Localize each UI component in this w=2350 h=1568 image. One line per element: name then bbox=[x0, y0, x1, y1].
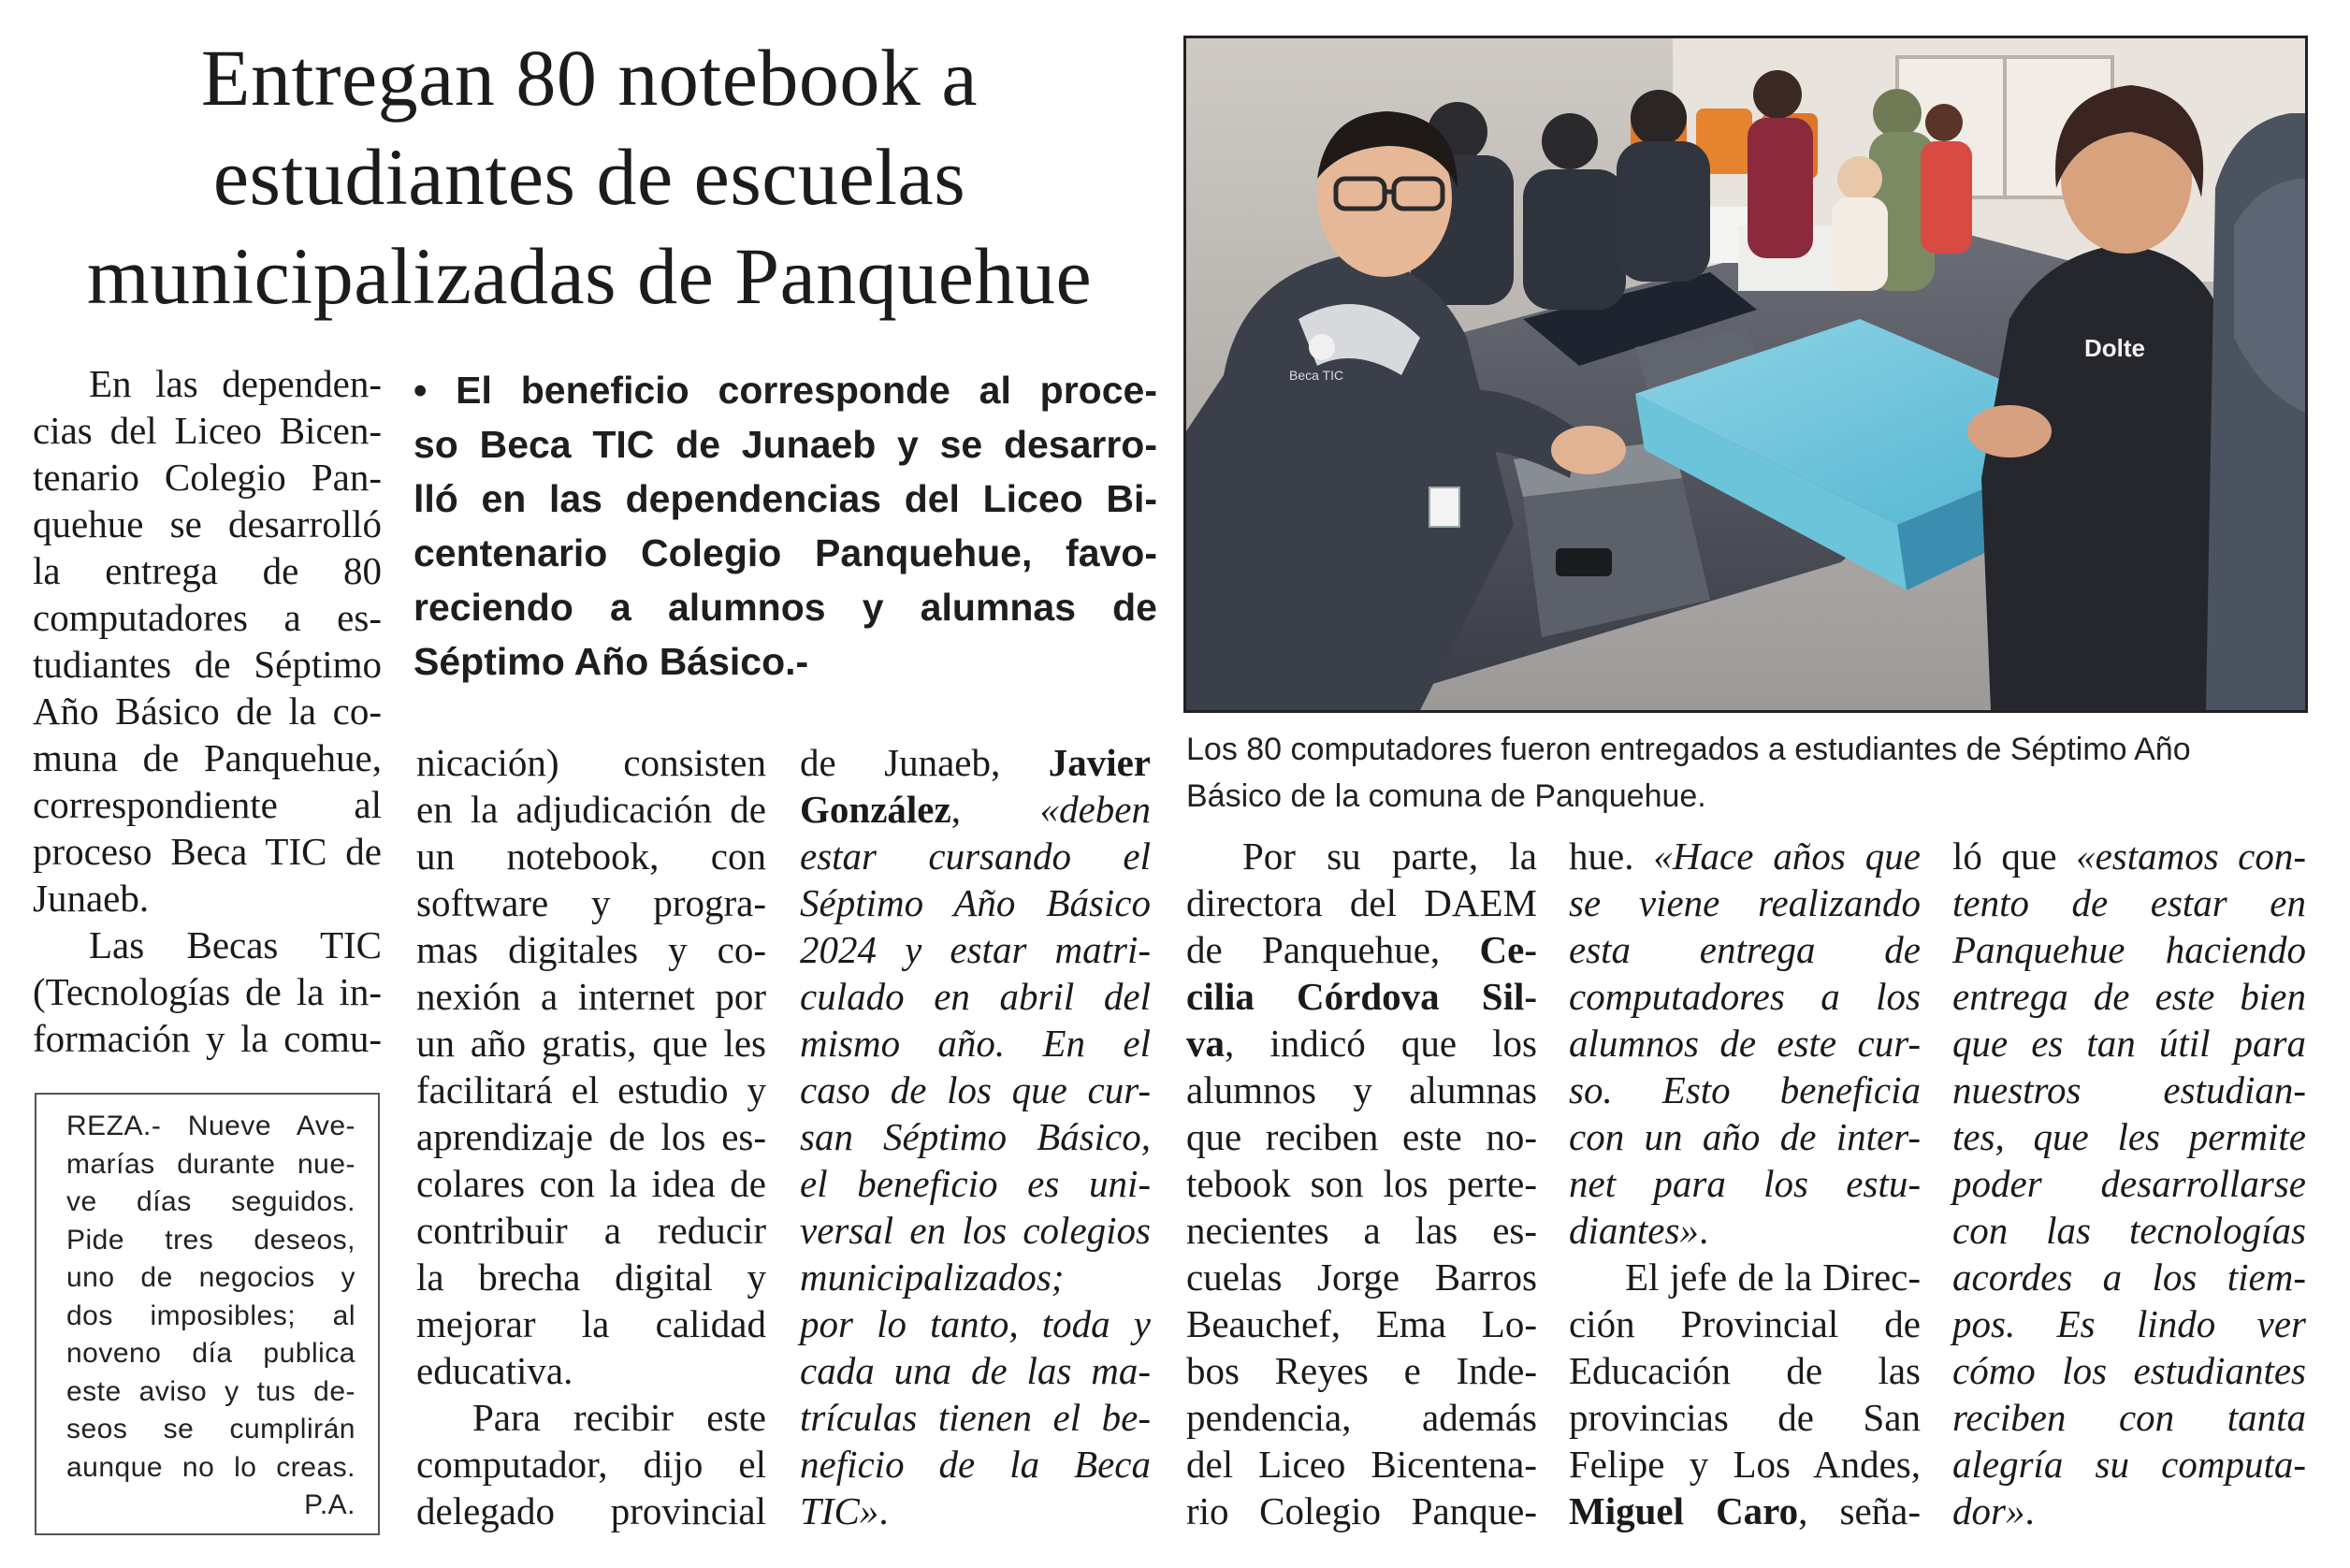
quote-line: cómo los estudiantes bbox=[1952, 1349, 2306, 1392]
text-line: aprendizaje de los es- bbox=[416, 1115, 766, 1158]
quote-line: que es tan útil para bbox=[1952, 1022, 2306, 1065]
text-line: la entrega de 80 bbox=[33, 549, 382, 592]
article-column-6 bbox=[1952, 833, 2306, 1534]
article-column-3 bbox=[800, 739, 1151, 1534]
text-line: alumnos y alumnas bbox=[1186, 1068, 1537, 1111]
reza-notice-box bbox=[35, 1093, 380, 1535]
text-line: software y progra- bbox=[416, 881, 766, 924]
text-line: formación y la comu- bbox=[33, 1017, 382, 1060]
caption-line: Básico de la comuna de Panquehue. bbox=[1186, 778, 1706, 814]
person-name: va bbox=[1186, 1022, 1225, 1065]
text-run: . bbox=[878, 1489, 889, 1532]
jacket-brand-text: Dolte bbox=[2084, 334, 2145, 362]
text-line bbox=[800, 1488, 1151, 1534]
caption-line: Los 80 computadores fueron entregados a estudiantes de Séptimo Año bbox=[1186, 732, 2191, 767]
text-line: correspondiente al bbox=[33, 783, 382, 826]
headline-line: estudiantes de escuelas bbox=[212, 132, 966, 222]
text-line bbox=[1952, 833, 2306, 879]
quote-run: «deben bbox=[1039, 788, 1151, 831]
text-line: muna de Panquehue, bbox=[33, 736, 382, 779]
text-line: bos Reyes e Inde- bbox=[1186, 1349, 1537, 1392]
text-line bbox=[1186, 1020, 1537, 1067]
text-line: En las dependen- bbox=[89, 362, 382, 405]
text-line: educativa. bbox=[416, 1349, 573, 1392]
quote-line: con un año de inter- bbox=[1569, 1115, 1921, 1158]
notice-line: aunque no lo creas. bbox=[66, 1451, 355, 1483]
text-run: , bbox=[950, 788, 1040, 831]
quote-run: «estamos con- bbox=[2076, 835, 2307, 878]
quote-line: versal en los colegios bbox=[800, 1209, 1151, 1252]
text-line: ción Provincial de bbox=[1569, 1302, 1921, 1345]
quote-run: «Hace años que bbox=[1653, 835, 1921, 878]
quote-line: tento de estar en bbox=[1952, 881, 2306, 924]
deck-line: • El beneficio corresponde al proce- bbox=[413, 369, 1157, 412]
quote-line: culado en abril del bbox=[800, 975, 1151, 1018]
notice-line: Pide tres deseos, bbox=[66, 1224, 355, 1256]
deck-line: so Beca TIC de Junaeb y se desarro- bbox=[413, 423, 1157, 466]
quote-run: diantes» bbox=[1569, 1209, 1699, 1252]
notice-line: dos imposibles; al bbox=[66, 1299, 355, 1331]
text-line: cias del Liceo Bicen- bbox=[33, 409, 382, 452]
article-headline bbox=[19, 28, 1160, 326]
text-line: quehue se desarrolló bbox=[33, 502, 382, 545]
text-line bbox=[1569, 1207, 1921, 1254]
text-line: en la adjudicación de bbox=[416, 788, 766, 831]
quote-line: con las tecnologías bbox=[1952, 1209, 2306, 1252]
text-line: Para recibir este bbox=[472, 1396, 766, 1439]
quote-line: reciben con tanta bbox=[1952, 1396, 2306, 1439]
text-line: rio Colegio Panque- bbox=[1186, 1489, 1537, 1532]
quote-line: trículas tienen el be- bbox=[800, 1396, 1151, 1439]
text-line: Felipe y Los Andes, bbox=[1569, 1443, 1921, 1486]
text-line: computadores a es- bbox=[33, 596, 382, 639]
quote-line: so. Esto beneficia bbox=[1569, 1068, 1921, 1111]
quote-line: tes, que les permite bbox=[1952, 1115, 2306, 1158]
quote-line: mismo año. En el bbox=[800, 1022, 1151, 1065]
text-line: El jefe de la Direc- bbox=[1625, 1256, 1921, 1299]
text-line: nexión a internet por bbox=[416, 975, 766, 1018]
text-line: cuelas Jorge Barros bbox=[1186, 1256, 1537, 1299]
text-line bbox=[800, 786, 1151, 833]
text-line: provincias de San bbox=[1569, 1396, 1921, 1439]
text-line bbox=[1186, 926, 1537, 973]
text-line bbox=[800, 739, 1151, 786]
text-line: que reciben este no- bbox=[1186, 1115, 1537, 1158]
text-line: colares con la idea de bbox=[416, 1162, 766, 1205]
photo-caption bbox=[1186, 726, 2328, 820]
text-line: necientes a las es- bbox=[1186, 1209, 1537, 1252]
text-line bbox=[1569, 1488, 1921, 1534]
notice-line: marías durante nue- bbox=[66, 1148, 355, 1180]
deck-line: Séptimo Año Básico.- bbox=[413, 640, 809, 683]
text-line: proceso Beca TIC de bbox=[33, 830, 382, 873]
quote-line: por lo tanto, toda y bbox=[800, 1302, 1151, 1345]
text-line: tenario Colegio Pan- bbox=[33, 456, 382, 499]
quote-line: san Séptimo Básico, bbox=[800, 1115, 1151, 1158]
text-line: Beauchef, Ema Lo- bbox=[1186, 1302, 1537, 1345]
text-line: pendencia, además bbox=[1186, 1396, 1537, 1439]
quote-line: se viene realizando bbox=[1569, 881, 1921, 924]
quote-line: municipalizados; bbox=[800, 1256, 1065, 1299]
text-line: directora del DAEM bbox=[1186, 881, 1537, 924]
text-line: tebook son los perte- bbox=[1186, 1162, 1537, 1205]
text-run: . bbox=[1698, 1209, 1709, 1252]
notice-line: este aviso y tus de- bbox=[66, 1375, 355, 1407]
article-column-5 bbox=[1569, 833, 1921, 1534]
text-line: nicación) consisten bbox=[416, 741, 766, 784]
text-run: . bbox=[2024, 1489, 2035, 1532]
notice-line: noveno día publica bbox=[66, 1338, 355, 1369]
article-deck bbox=[413, 363, 1157, 689]
text-run: hue. bbox=[1569, 835, 1654, 878]
text-line: la brecha digital y bbox=[416, 1256, 766, 1299]
quote-line: poder desarrollarse bbox=[1952, 1162, 2306, 1205]
quote-line: computadores a los bbox=[1569, 975, 1921, 1018]
text-line: tudiantes de Séptimo bbox=[33, 643, 382, 686]
notice-signature: P.A. bbox=[304, 1489, 355, 1520]
text-line: mas digitales y co- bbox=[416, 928, 766, 971]
headline-line: municipalizadas de Panquehue bbox=[86, 231, 1093, 321]
person-name: González bbox=[800, 788, 951, 831]
text-line: mejorar la calidad bbox=[416, 1302, 766, 1345]
deck-line: centenario Colegio Panquehue, favo- bbox=[413, 531, 1157, 574]
text-line: computador, dijo el bbox=[416, 1443, 766, 1486]
quote-line: entrega de este bien bbox=[1952, 975, 2306, 1018]
text-line: Junaeb. bbox=[33, 877, 150, 920]
text-line: un notebook, con bbox=[416, 835, 766, 878]
text-line: Las Becas TIC bbox=[89, 923, 382, 966]
quote-line: alumnos de este cur- bbox=[1569, 1022, 1921, 1065]
quote-line: el beneficio es uni- bbox=[800, 1162, 1151, 1205]
text-line: (Tecnologías de la in- bbox=[33, 970, 382, 1013]
person-name: Miguel Caro bbox=[1569, 1489, 1799, 1532]
text-run: , seña- bbox=[1798, 1489, 1921, 1532]
quote-line: pos. Es lindo ver bbox=[1952, 1302, 2306, 1345]
text-line: Por su parte, la bbox=[1242, 835, 1537, 878]
person-name: Ce- bbox=[1479, 928, 1537, 971]
badge-text: Beca TIC bbox=[1289, 368, 1344, 383]
text-line: del Liceo Bicentena- bbox=[1186, 1443, 1537, 1486]
quote-run: dor» bbox=[1952, 1489, 2025, 1532]
deck-line: lló en las dependencias del Liceo Bi- bbox=[413, 477, 1157, 520]
quote-line: Séptimo Año Básico bbox=[800, 881, 1151, 924]
quote-line: Panquehue haciendo bbox=[1952, 928, 2306, 971]
quote-line: alegría su computa- bbox=[1952, 1443, 2306, 1486]
quote-line: net para los estu- bbox=[1569, 1162, 1921, 1205]
notice-line: ve días seguidos. bbox=[66, 1186, 355, 1217]
text-line bbox=[1569, 833, 1921, 879]
notice-line: seos se cumplirán bbox=[66, 1414, 355, 1445]
article-column-2 bbox=[416, 739, 766, 1534]
text-line: Educación de las bbox=[1569, 1349, 1921, 1392]
text-line: facilitará el estudio y bbox=[416, 1068, 766, 1111]
quote-line: nuestros estudian- bbox=[1952, 1068, 2306, 1111]
headline-line: Entregan 80 notebook a bbox=[200, 33, 979, 123]
text-line: Año Básico de la co- bbox=[33, 690, 382, 733]
article-column-1 bbox=[33, 360, 382, 1062]
quote-run: TIC» bbox=[800, 1489, 879, 1532]
notice-line: uno de negocios y bbox=[66, 1262, 355, 1293]
article-column-4 bbox=[1186, 833, 1537, 1534]
quote-line: cada una de las ma- bbox=[800, 1349, 1151, 1392]
text-run: de Panquehue, bbox=[1186, 928, 1480, 971]
photo-scene bbox=[1186, 38, 2305, 710]
quote-line: 2024 y estar matri- bbox=[800, 928, 1151, 971]
deck-line: reciendo a alumnos y alumnas de bbox=[413, 586, 1157, 629]
quote-line: estar cursando el bbox=[800, 835, 1151, 878]
quote-line: esta entrega de bbox=[1569, 928, 1921, 971]
text-run: ló que bbox=[1952, 835, 2077, 878]
text-line: contribuir a reducir bbox=[416, 1209, 766, 1252]
text-run: , indicó que los bbox=[1225, 1022, 1537, 1065]
quote-line: acordes a los tiem- bbox=[1952, 1256, 2306, 1299]
person-name-line: cilia Córdova Sil- bbox=[1186, 975, 1537, 1018]
text-run: de Junaeb, bbox=[800, 741, 1049, 784]
text-line: delegado provincial bbox=[416, 1489, 766, 1532]
quote-line: neficio de la Beca bbox=[800, 1443, 1151, 1486]
text-line: un año gratis, que les bbox=[416, 1022, 766, 1065]
quote-line: caso de los que cur- bbox=[800, 1068, 1151, 1111]
notice-line: REZA.- Nueve Ave- bbox=[66, 1111, 355, 1141]
person-name: Javier bbox=[1048, 741, 1151, 784]
text-line bbox=[1952, 1488, 2306, 1534]
article-photo bbox=[1183, 36, 2308, 713]
